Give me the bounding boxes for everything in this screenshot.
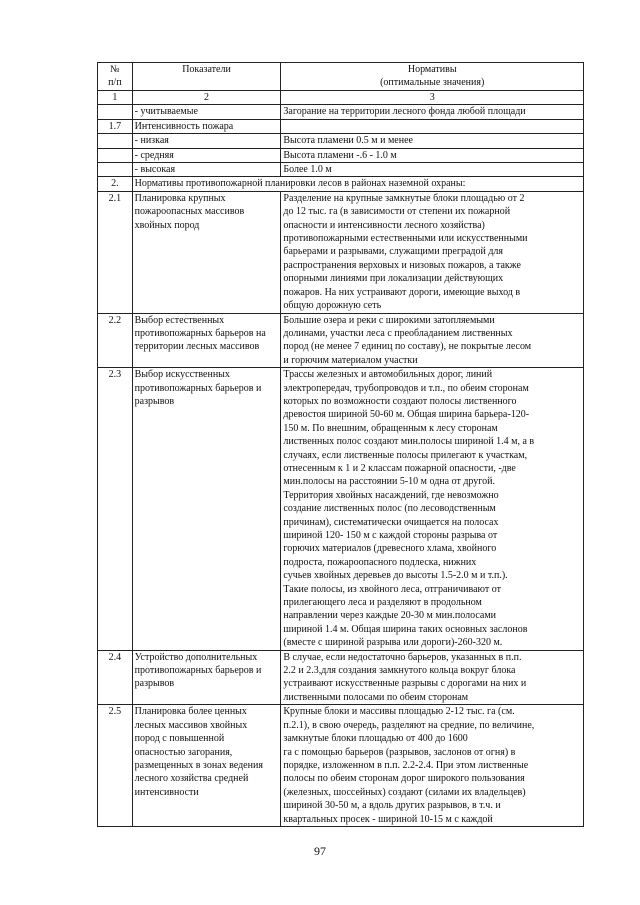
row-norm: Крупные блоки и массивы площадью 2-12 тыс. га (см. п.2.1), в свою очередь, разделяют на средние, по величине, замкнутые блоки площадью от 400 до 1600 га с помощью барьеров (разрывов, заслонов от огня) в порядке, изложенном в п.п. 2.2-2.4. При этом лиственные полосы по обеим сторонам дорог широкого пользования (железных, шоссейных) создают (силами их владельцев) шириной 30-50 м, а вдоль других разрывов, в т.ч. и квартальных просек - шириной 10-15 м с каждой [281,705,584,827]
row-norm: Большие озера и реки с широкими затопляемыми долинами, участки леса с преобладанием лиственных пород (не менее 7 единиц по составу), не покрытые лесом и горючим материалом участки [281,313,584,368]
column-number-3: 3 [281,91,584,105]
row-number [98,105,133,119]
column-number-1: 1 [98,91,133,105]
row-indicator: Выбор естественных противопожарных барьеров на территории лесных массивов [132,313,281,368]
row-indicator: - высокая [132,163,281,177]
page-number: 97 [314,844,326,858]
table-row [98,134,584,148]
row-indicator: - учитываемые [132,105,281,119]
table-row [98,368,584,651]
row-number [98,163,133,177]
header-number: № п/п [98,63,133,91]
row-indicator: - средняя [132,148,281,162]
row-number: 2.4 [98,650,133,705]
row-number: 2.2 [98,313,133,368]
row-indicator: Устройство дополнительных противопожарных барьеров и разрывов [132,650,281,705]
header-indicators: Показатели [132,63,281,91]
row-indicator: Планировка крупных пожароопасных массивов хвойных пород [132,191,281,313]
column-number-row [98,91,584,105]
table-row [98,105,584,119]
table-row [98,705,584,827]
section-number: 2. [98,177,133,191]
section-title: Нормативы противопожарной планировки лесов в районах наземной охраны: [132,177,583,191]
table-row [98,148,584,162]
section-row [98,177,584,191]
table-row [98,119,584,133]
row-number: 1.7 [98,119,133,133]
row-number: 2.1 [98,191,133,313]
table-row [98,313,584,368]
row-indicator: Планировка более ценных лесных массивов хвойных пород с повышенной опасностью загорания, размещенных в зонах ведения лесного хозяйства средней интенсивности [132,705,281,827]
row-norm: Высота пламени 0.5 м и менее [281,134,584,148]
row-number: 2.3 [98,368,133,651]
norms-table [97,62,584,827]
row-norm: Высота пламени -.6 - 1.0 м [281,148,584,162]
header-norms: Нормативы (оптимальные значения) [281,63,584,91]
table-row [98,163,584,177]
row-norm [281,119,584,133]
row-number [98,148,133,162]
table-header-row [98,63,584,91]
row-indicator: - низкая [132,134,281,148]
row-number: 2.5 [98,705,133,827]
row-norm: В случае, если недостаточно барьеров, указанных в п.п. 2.2 и 2.3,для создания замкнутого кольца вокруг блока устраивают искусственные разрывы с дорогами на них и лиственными полосами по обеим сторонам [281,650,584,705]
table-row [98,650,584,705]
row-indicator: Интенсивность пожара [132,119,281,133]
row-norm: Более 1.0 м [281,163,584,177]
table-row [98,191,584,313]
row-norm: Разделение на крупные замкнутые блоки площадью от 2 до 12 тыс. га (в зависимости от степени их пожарной опасности и интенсивности лесного хозяйства) противопожарными естественными или искусственными барьерами и разрывами, служащими преградой для распространения верховых и низовых пожаров, а также опорными линиями при локализации действующих пожаров. На них устраивают дороги, имеющие выход в общую дорожную сеть [281,191,584,313]
row-number [98,134,133,148]
column-number-2: 2 [132,91,281,105]
row-norm: Загорание на территории лесного фонда любой площади [281,105,584,119]
row-norm: Трассы железных и автомобильных дорог, линий электропередач, трубопроводов и т.п., по обеим сторонам которых по возможности создают полосы лиственного древостоя шириной 50-60 м. Общая ширина барьера-120- 150 м. По внешним, обращенным к лесу сторонам лиственных полос создают мин.полосы шириной 1.4 м, а в случаях, если лиственные полосы прилегают к участкам, отнесенным к 1 и 2 классам пожарной опасности, -две мин.полосы на расстоянии 5-10 м одна от другой. Территория хвойных насаждений, где невозможно создание лиственных полос (по лесоводственным причинам), систематически очищается на полосах шириной 120- 150 м с каждой стороны разрыва от горючих материалов (древесного хлама, хвойного подроста, пожароопасного подлеска, нижних сучьев хвойных деревьев до высоты 1.5-2.0 м и т.п.). Такие полосы, из хвойного леса, отграничивают от прилегающего леса и разделяют в продольном направлении через каждые 20-30 м мин.полосами шириной 1.4 м. Общая ширина таких основных заслонов (вместе с шириной разрыва или дороги)-260-320 м. [281,368,584,651]
row-indicator: Выбор искусственных противопожарных барьеров и разрывов [132,368,281,651]
